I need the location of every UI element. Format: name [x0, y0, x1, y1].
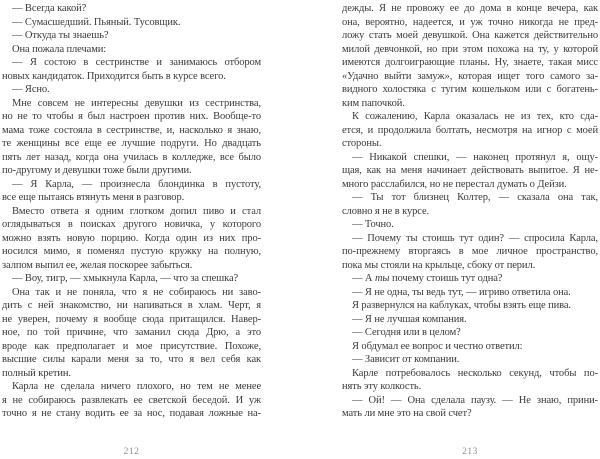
text-line: по-прежнему вторгаясь в мое личное пространство,: [342, 246, 598, 257]
text-line: словно я не в курсе.: [342, 205, 430, 217]
text-line: много расслабился, но не перестал думать о Дейзи.: [342, 178, 567, 190]
text-line: видного холостяка с тугим кошельком или с богатень-: [342, 84, 598, 95]
text-line: ким папочкой.: [342, 97, 405, 109]
text-line: носился мимо, я поменял пустую кружку на полную,: [2, 246, 261, 257]
text-line: — Воу, тигр, — хмыкнула Карла, — что за спешка?: [12, 273, 239, 284]
text-line: — Почему ты стоишь тут один? — спросила Карла,: [352, 232, 598, 244]
text-line: Я обдумал ее вопрос и честно ответил:: [352, 340, 523, 352]
text-line: я не собираюсь развлекать ее светской беседой. И уж: [2, 394, 261, 406]
text-line: Карла не сделала ничего плохого, но тем не менее: [12, 381, 261, 392]
text-line: — Откуда ты знаешь?: [12, 30, 109, 41]
text-line: — Ты тот близнец Колтер, — сказала она так,: [352, 192, 598, 203]
text-line: — Ясно.: [12, 84, 50, 95]
text-line: «Удачно выйти замуж», которая ищет того самого за-: [342, 70, 598, 82]
text-line: стороны.: [342, 138, 382, 149]
text-line: Она пожала плечами:: [12, 43, 107, 55]
text-line: щая, как на меня начинает действовать выпитое. Я не-: [342, 165, 598, 176]
text-line: — Сумасшедший. Пьяный. Тусовщик.: [12, 16, 181, 28]
text-line: — Я не одна, ты ведь тут, — игриво ответила она.: [352, 286, 571, 298]
text-line: но не то чтобы я был настроен против них. Вообще-то: [2, 111, 261, 122]
text-line: — А ты почему стоишь тут одна?: [352, 273, 503, 284]
text-line: дить с ней знакомство, ни напиваться в хлам. Черт, я: [2, 300, 261, 311]
text-line: те женщины все еще ее лучшие подруги. Но двадцать: [2, 138, 261, 149]
text-line: милой девчонкой, но при этом похожа на ту, у которой: [342, 43, 598, 55]
text-line: — Никакой спешки, — наконец протянул я, ощу-: [352, 151, 598, 163]
text-line: ется, и продолжила болтать, несмотря на игнор с моей: [342, 124, 598, 136]
text-line: по-другому и девушки тоже были другими.: [2, 165, 192, 176]
right-page-text: [342, 2, 598, 421]
left-page-text: [2, 2, 261, 421]
text-line: дежды. Я не провожу ее до дома в конце вечера, как: [342, 3, 598, 14]
text-line: имеются долгоиграющие планы. Ну, знаете, такая мисс: [342, 57, 598, 68]
text-line: высшие силы карали меня за то, что я вел себя как: [2, 354, 261, 365]
text-line: — Я состою в сестринстве и занимаюсь отбором: [12, 57, 261, 68]
text-line: Мне совсем не интересны девушки из сестринства,: [12, 97, 261, 109]
text-line: Вместо ответа я одним глотком допил пиво и стал: [12, 205, 261, 217]
text-line: Я развернулся на каблуках, чтобы взять еще пива.: [352, 300, 571, 311]
text-line: — Сегодня или в целом?: [352, 327, 461, 338]
text-line: не уверен, почему я вообще сюда притащился. Навер-: [2, 313, 261, 325]
text-line: — Зависит от компании.: [352, 354, 460, 365]
text-line: пять лет назад, когда она училась в колледже, все было: [2, 151, 261, 163]
text-line: — Точно.: [352, 219, 394, 230]
text-line: ное, по той причине, что заманил сюда Дрю, а это: [2, 327, 261, 338]
text-line: полный кретин.: [2, 367, 71, 379]
text-line: — Всегда какой?: [12, 3, 87, 14]
text-line: все еще пытаясь втянуть меня в разговор.: [2, 192, 185, 203]
text-line: она, вероятно, надеется, и уж точно никогда не пред-: [342, 16, 598, 28]
right-page-number: 213: [462, 447, 478, 457]
text-line: пока мы стояли на крыльце, сбоку от перил.: [342, 259, 536, 271]
text-line: залпом выпил ее, желая поскорее забыться.: [2, 259, 193, 271]
left-page-number: 212: [123, 447, 140, 457]
text-line: нять эту колкость.: [342, 381, 422, 392]
text-line: — Я Карла, — произнесла блондинка в пустоту,: [12, 178, 261, 190]
text-line: К сожалению, Карла оказалась не из тех, кто сда-: [352, 111, 598, 122]
text-line: мать ли мне это на свой счет?: [342, 408, 472, 419]
text-line: — Ой! — Она сделала паузу. — Не знаю, прини-: [352, 394, 598, 406]
text-line: ложу стать моей девушкой. Она кажется действительно: [342, 30, 598, 41]
text-line: вроде как предполагает и мое присутствие. Похоже,: [2, 340, 261, 352]
text-line: оглядываться в поисках другого новичка, у которого: [2, 219, 261, 230]
text-line: мама тоже состояла в сестринстве, и, насколько я знаю,: [2, 124, 261, 136]
text-line: точно я не стану водить ее за нос, подавая ложные на-: [2, 408, 261, 419]
text-line: Карле потребовалось несколько секунд, чтобы по-: [352, 367, 598, 379]
text-line: Она так и не поняла, что я не собираюсь ни заво-: [12, 286, 261, 298]
text-line: можно взять новую порцию. Когда один из них про-: [2, 232, 261, 244]
text-line: новых кандидаток. Приходится быть в курсе всего.: [2, 70, 226, 82]
text-line: — Я не лучшая компания.: [352, 313, 467, 325]
